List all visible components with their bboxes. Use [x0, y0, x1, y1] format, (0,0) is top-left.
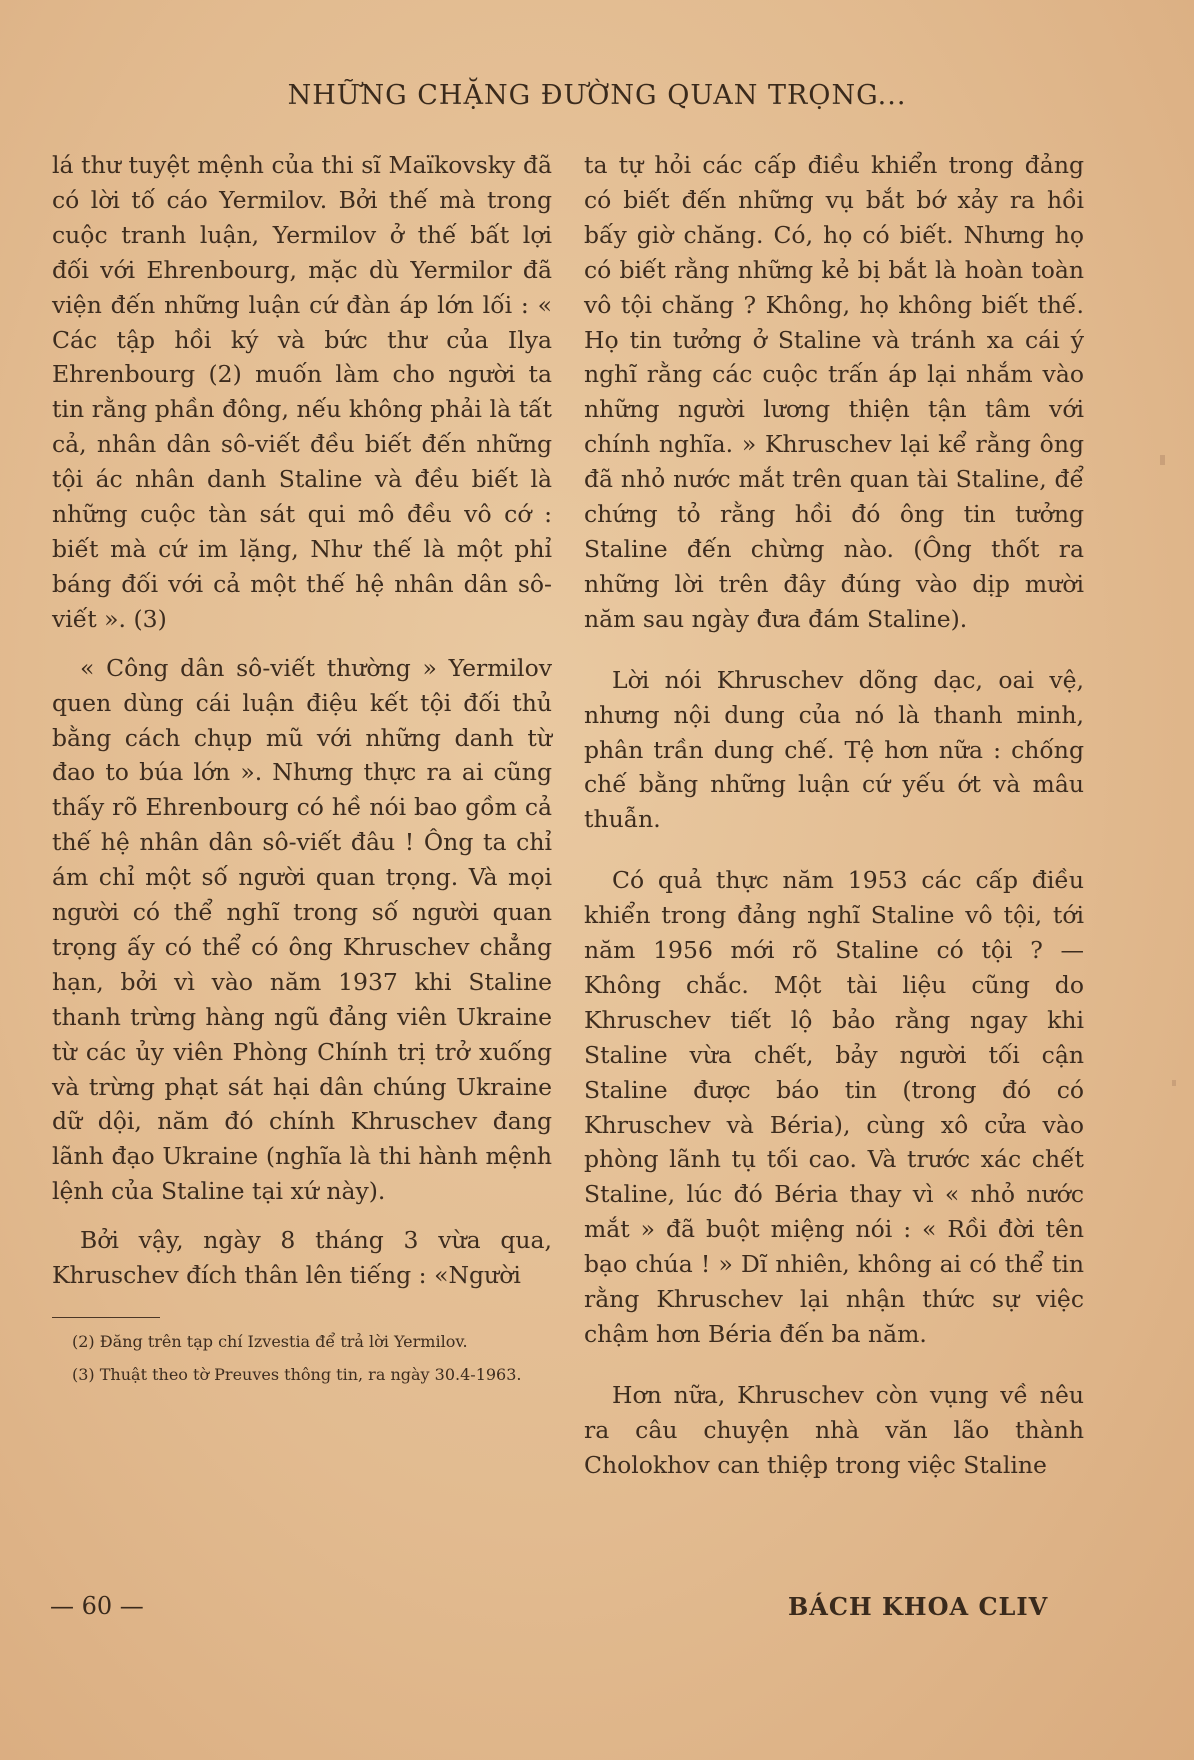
paper-speck — [1172, 1080, 1176, 1086]
paragraph: lá thư tuyệt mệnh của thi sĩ Maïkovsky đã có lời tố cáo Yermilov. Bởi thế mà trong cuộc tranh luận, Yermilov ở thế bất lợi đối với Ehrenbourg, mặc dù Yermilor đã viện đến những luận cứ đàn áp lớn lối : « Các tập hồi ký và bức thư của Ilya Ehrenbourg (2) muốn làm cho người ta tin rằng phần đông, nếu không phải là tất cả, nhân dân sô-viết đều biết đến những tội ác nhân danh Staline và đều biết là những cuộc tàn sát qui mô đều vô cớ : biết mà cứ im lặng, Như thế là một phỉ báng đối với cả một thế hệ nhân dân sô-viết ». (3) — [52, 151, 552, 633]
paragraph: « Công dân sô-viết thường » Yermilov quen dùng cái luận điệu kết tội đối thủ bằng cách chụp mũ với những danh từ đao to búa lớn ». Nhưng thực ra ai cũng thấy rõ Ehrenbourg có hề nói bao gồm cả thế hệ nhân dân sô-viết đâu ! Ông ta chỉ ám chỉ một số người quan trọng. Và mọi người có thể nghĩ trong số người quan trọng ấy có thể có ông Khruschev chẳng hạn, bởi vì vào năm 1937 khi Staline thanh trừng hàng ngũ đảng viên Ukraine từ các ủy viên Phòng Chính trị trở xuống và trừng phạt sát hại dân chúng Ukraine dữ dội, năm đó chính Khruschev đang lãnh đạo Ukraine (nghĩa là thi hành mệnh lệnh của Staline tại xứ này). — [52, 653, 552, 1206]
footnote: (3) Thuật theo tờ Preuves thông tin, ra ngày 30.4-1963. — [72, 1365, 522, 1384]
right-column — [584, 148, 1084, 1483]
paragraph: ta tự hỏi các cấp điều khiển trong đảng có biết đến những vụ bắt bớ xảy ra hồi bấy giờ chăng. Có, họ có biết. Nhưng họ có biết rằng những kẻ bị bắt là hoàn toàn vô tội chăng ? Không, họ không biết thế. Họ tin tưởng ở Staline và tránh xa cái ý nghĩ rằng các cuộc trấn áp lại nhắm vào những người lương thiện tận tâm với chính nghĩa. » Khruschev lại kể rằng ông đã nhỏ nước mắt trên quan tài Staline, để chứng tỏ rằng hồi đó ông tin tưởng Staline đến chừng nào. (Ông thốt ra những lời trên đây đúng vào dịp mười năm sau ngày đưa đám Staline). — [584, 151, 1084, 633]
paper-speck — [1160, 455, 1165, 465]
paragraph: Bởi vậy, ngày 8 tháng 3 vừa qua, Khruschev đích thân lên tiếng : «Người — [52, 1226, 552, 1290]
paragraph: Lời nói Khruschev dõng dạc, oai vệ, nhưng nội dung của nó là thanh minh, phân trần dung chế. Tệ hơn nữa : chống chế bằng những luận cứ yếu ớt và mâu thuẫn. — [584, 665, 1084, 834]
footnote: (2) Đăng trên tạp chí Izvestia để trả lời Yermilov. — [72, 1332, 468, 1351]
running-head: NHỮNG CHẶNG ĐƯỜNG QUAN TRỌNG... — [287, 80, 907, 111]
page-number: — 60 — — [50, 1592, 144, 1620]
paragraph: Hơn nữa, Khruschev còn vụng về nêu ra câu chuyện nhà văn lão thành Cholokhov can thiệp trong việc Staline — [584, 1380, 1084, 1479]
footnote-divider — [52, 1317, 160, 1318]
paragraph: Có quả thực năm 1953 các cấp điều khiển trong đảng nghĩ Staline vô tội, tới năm 1956 mới rõ Staline có tội ? — Không chắc. Một tài liệu cũng do Khruschev tiết lộ bảo rằng ngay khi Staline vừa chết, bảy người tối cận Staline được báo tin (trong đó có Khruschev và Béria), cùng xô cửa vào phòng lãnh tụ tối cao. Và trước xác chết Staline, lúc đó Béria thay vì « nhỏ nước mắt » đã buột miệng nói : « Rồi đời tên bạo chúa ! » Dĩ nhiên, không ai có thể tin rằng Khruschev lại nhận thức sự việc chậm hơn Béria đến ba năm. — [584, 866, 1084, 1348]
left-column — [52, 148, 552, 1388]
magazine-issue: BÁCH KHOA CLIV — [788, 1592, 1049, 1621]
